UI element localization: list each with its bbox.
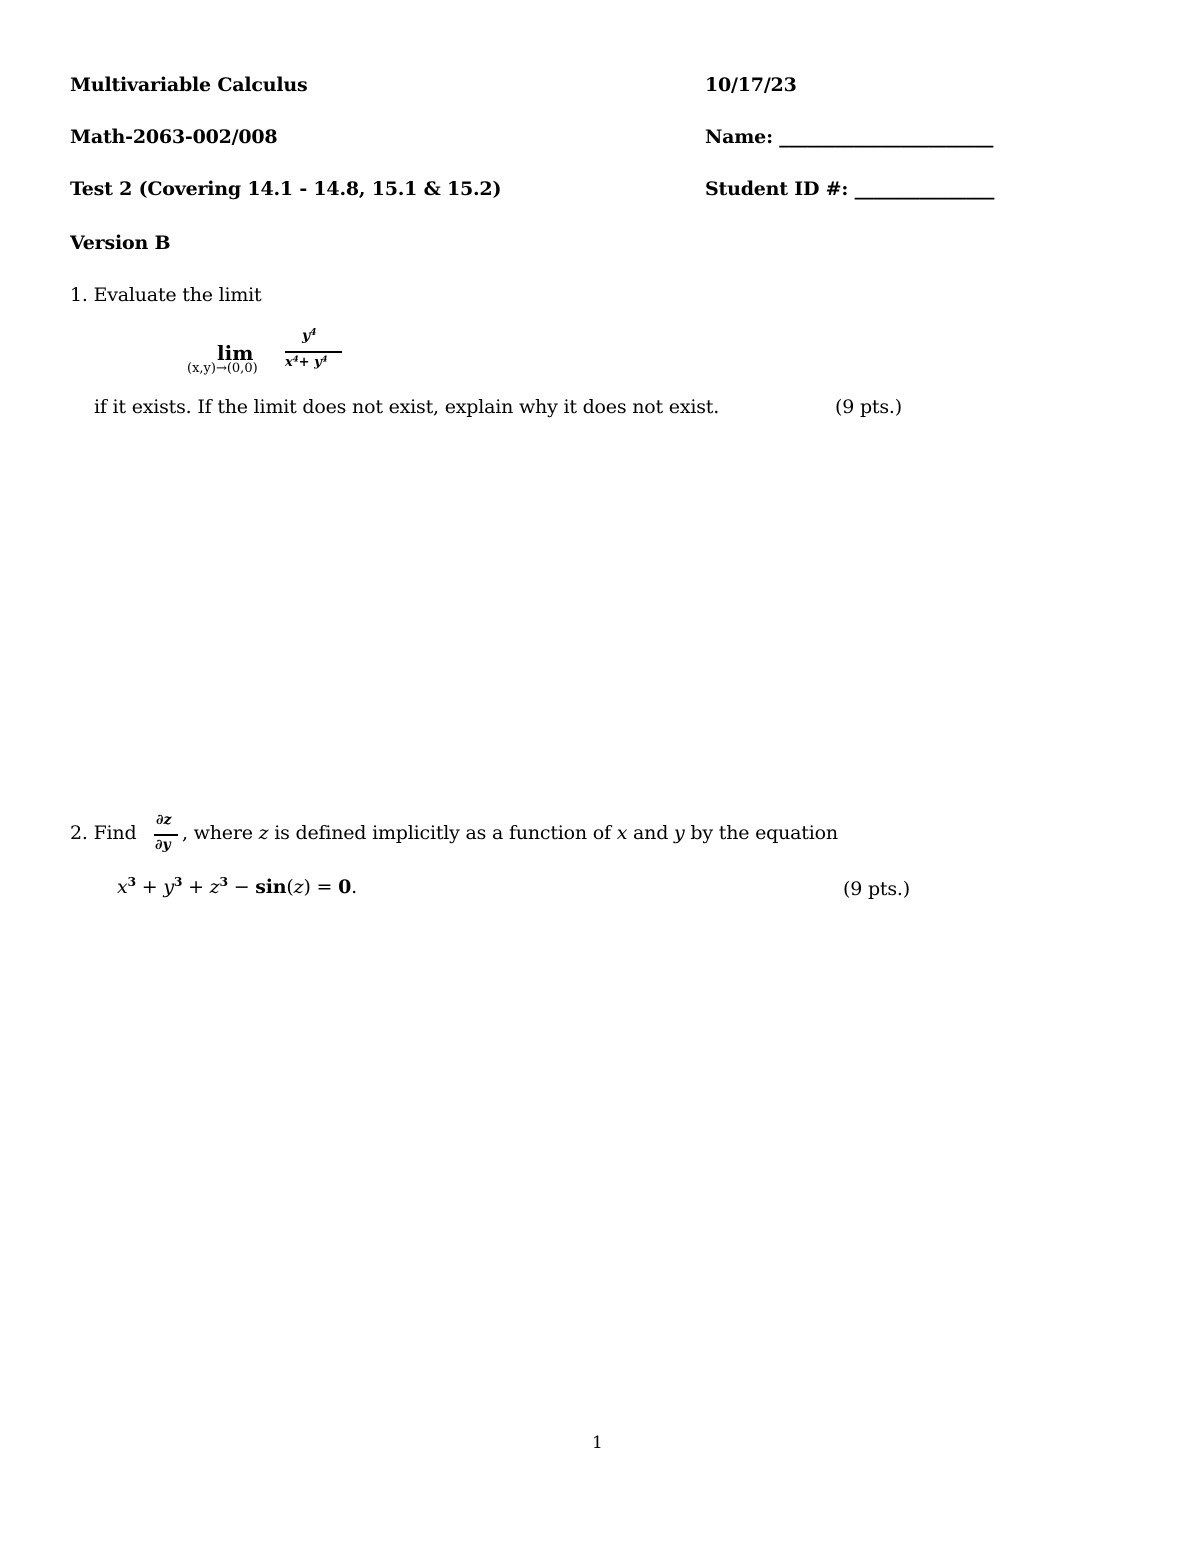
course-title: Multivariable Calculus <box>70 74 308 96</box>
name-field-label: Name: _______________________ <box>705 126 994 148</box>
question-2-equation: $x^3 + y^3 + z^3 - \sin(z) = 0$. <box>117 874 357 898</box>
partial-numerator: ∂z <box>156 812 172 828</box>
student-id-label: Student ID #: _______________ <box>705 178 995 200</box>
partial-denominator: ∂y <box>155 837 171 853</box>
course-section: Math-2063-002/008 <box>70 126 278 148</box>
partial-derivative-fraction <box>154 812 180 858</box>
question-2-points: (9 pts.) <box>843 878 910 900</box>
partial-fraction-bar <box>154 834 178 836</box>
page-number: 1 <box>592 1433 603 1453</box>
question-1-intro: 1. Evaluate the limit <box>70 284 262 306</box>
limit-operator: lim <box>217 341 254 365</box>
test-title: Test 2 (Covering 14.1 - 14.8, 15.1 & 15.2) <box>70 178 502 200</box>
limit-approach: (x,y)→(0,0) <box>187 361 258 376</box>
limit-numerator: $y^4$ <box>302 327 317 344</box>
question-2-find-label: 2. Find <box>70 822 137 844</box>
exam-date: 10/17/23 <box>705 74 797 96</box>
test-version: Version B <box>70 232 171 254</box>
question-2-intro: , where z is defined implicitly as a function of x and y by the equation <box>182 822 838 844</box>
question-1-instruction: if it exists. If the limit does not exist, explain why it does not exist. <box>94 396 720 418</box>
question-1-points: (9 pts.) <box>835 396 902 418</box>
fraction-bar <box>285 351 342 353</box>
question-1-limit-expression <box>186 328 356 380</box>
limit-denominator: $x^4+ y^4$ <box>285 353 328 370</box>
